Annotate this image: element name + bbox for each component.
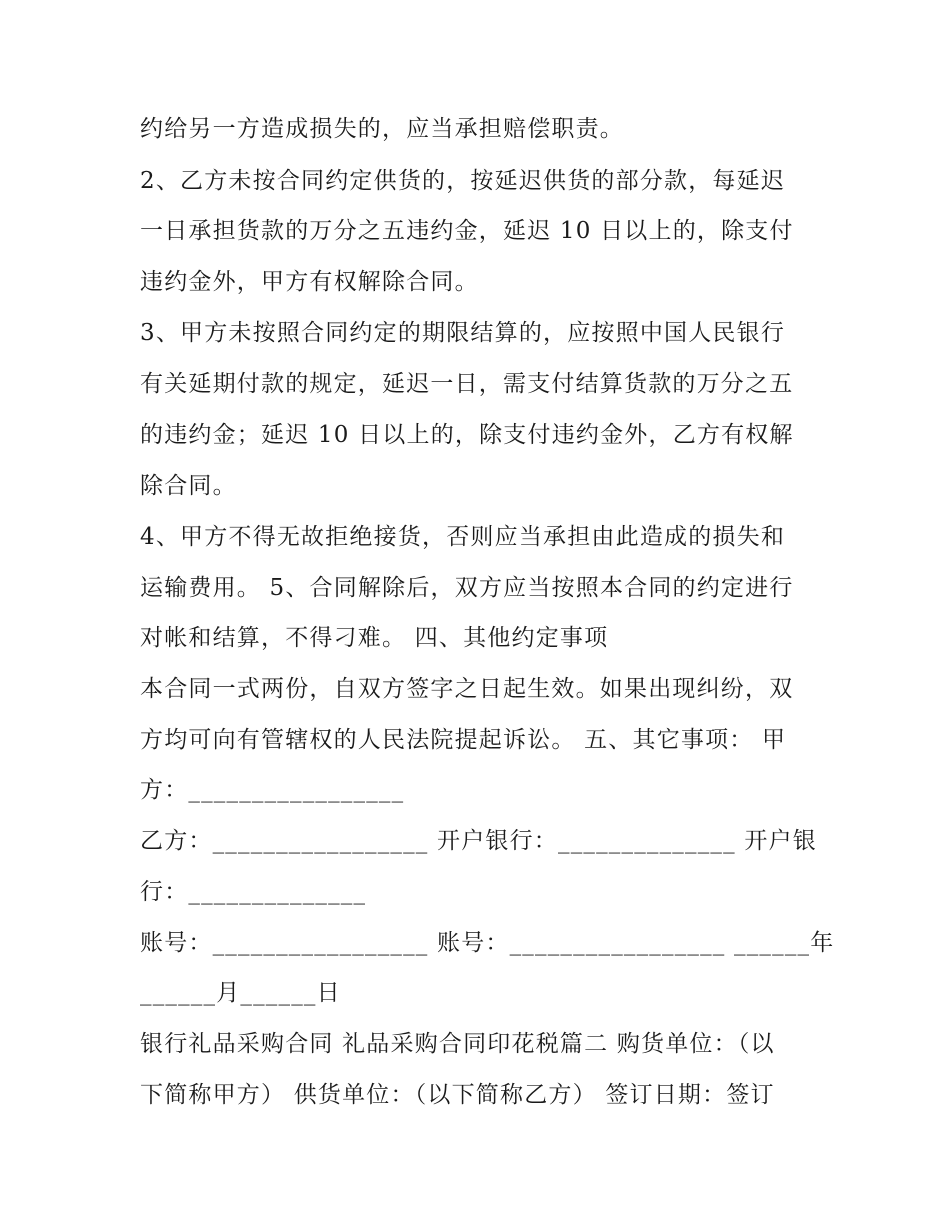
text-line: 对帐和结算，不得刁难。 四、其他约定事项 [140,625,609,651]
text-line: 的违约金；延迟 10 日以上的，除支付违约金外，乙方有权解 [140,422,794,448]
text-line: 约给另一方造成损失的，应当承担赔偿职责。 [140,116,624,142]
text-line: 下简称甲方） 供货单位：（以下简称乙方） 签订日期：签订 [140,1082,775,1108]
text-line: 违约金外，甲方有权解除合同。 [140,269,479,295]
text-line: 有关延期付款的规定，延迟一日，需支付结算货款的万分之五 [140,371,794,397]
text-line: 方均可向有管辖权的人民法院提起诉讼。 五、其它事项： 甲 [140,727,787,753]
text-line: 账号：_________________ 账号：_________________ ______年 [140,930,835,956]
text-line: 运输费用。 5、合同解除后，双方应当按照本合同的约定进行 [140,575,794,601]
text-line: 乙方：_________________ 开户银行：______________ 开户银 [140,828,817,854]
text-line: 2、乙方未按合同约定供货的，按延迟供货的部分款，每延迟 [140,168,786,194]
text-line: 本合同一式两份，自双方签字之日起生效。如果出现纠纷，双 [140,676,794,702]
text-line: 行：______________ [140,879,367,905]
text-line: ______月______日 [140,980,341,1006]
text-line: 除合同。 [140,473,237,499]
text-line: 4、甲方不得无故拒绝接货，否则应当承担由此造成的损失和 [140,524,786,550]
text-line: 一日承担货款的万分之五违约金，延迟 10 日以上的，除支付 [140,218,794,244]
text-line: 3、甲方未按照合同约定的期限结算的，应按照中国人民银行 [140,320,786,346]
text-line: 方：_________________ [140,777,405,803]
text-line: 银行礼品采购合同 礼品采购合同印花税篇二 购货单位：（以 [140,1031,775,1057]
